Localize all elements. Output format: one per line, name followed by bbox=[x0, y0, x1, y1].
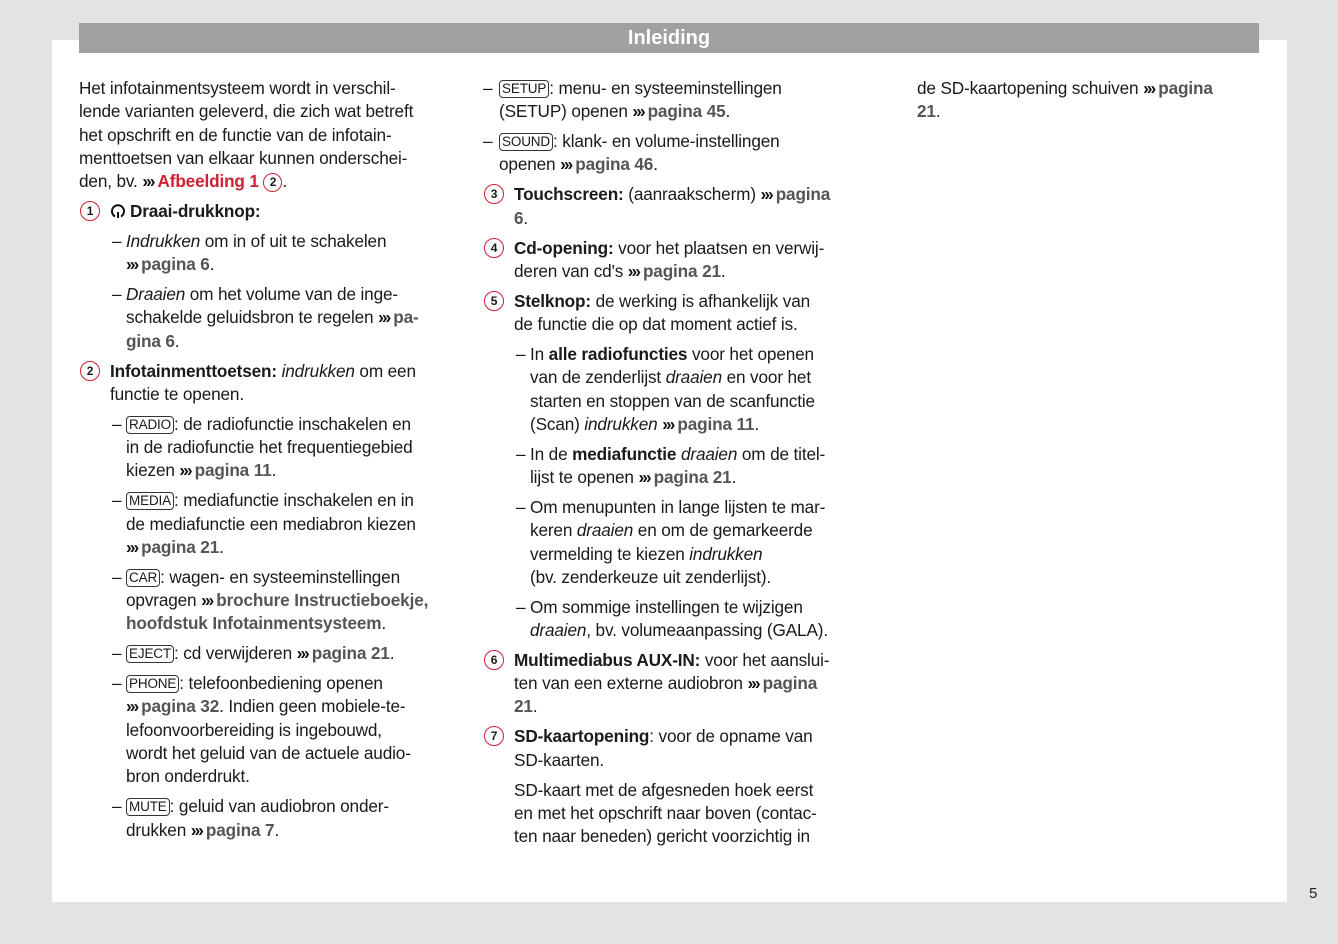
text: en om de gemarkeerde bbox=[633, 520, 813, 541]
text: (bv. zenderkeuze uit zenderlijst). bbox=[530, 566, 772, 587]
page-reference-link[interactable]: pagina 11 bbox=[194, 460, 272, 481]
link-arrow-icon: ››› bbox=[126, 536, 138, 557]
dash-list-item bbox=[483, 496, 863, 589]
text-line bbox=[126, 330, 459, 353]
text: : telefoonbediening openen bbox=[179, 673, 383, 694]
link-arrow-icon: ››› bbox=[632, 101, 644, 122]
link-arrow-icon: ››› bbox=[190, 819, 202, 840]
text-line bbox=[530, 543, 863, 566]
dash-list-item bbox=[79, 489, 459, 559]
text: . bbox=[271, 460, 277, 481]
text: ten naar beneden) gericht voorzichtig in bbox=[514, 826, 810, 847]
text-line bbox=[126, 436, 459, 459]
page-number: 5 bbox=[1309, 885, 1318, 902]
text-line bbox=[126, 513, 459, 536]
numbered-item bbox=[483, 725, 863, 772]
text: (Scan) bbox=[530, 413, 585, 434]
text-line bbox=[126, 283, 459, 306]
text: (SETUP) openen bbox=[499, 101, 633, 122]
italic-text: Draaien bbox=[126, 284, 186, 305]
text: . bbox=[731, 467, 737, 488]
text-line bbox=[530, 343, 863, 366]
text: . bbox=[532, 696, 538, 717]
text-line bbox=[514, 672, 863, 695]
text-line bbox=[126, 819, 459, 842]
paragraph bbox=[79, 77, 459, 193]
text-line bbox=[530, 496, 863, 519]
dash-bullet: – bbox=[112, 490, 122, 511]
text-line bbox=[530, 390, 863, 413]
text-line bbox=[514, 802, 863, 825]
text: opvragen bbox=[126, 590, 202, 611]
dash-list-item bbox=[79, 283, 459, 353]
numbered-item bbox=[79, 200, 459, 223]
numbered-item bbox=[483, 237, 863, 284]
text: functie te openen. bbox=[110, 383, 244, 404]
text-line bbox=[110, 200, 459, 223]
text-line bbox=[514, 725, 863, 748]
text: . bbox=[174, 330, 180, 351]
text: SD-kaart met de afgesneden hoek eerst bbox=[514, 779, 814, 800]
key-label: MEDIA bbox=[126, 492, 174, 510]
numbered-item bbox=[483, 183, 863, 230]
bold-text: Touchscreen: bbox=[514, 184, 624, 205]
dash-list-item bbox=[483, 596, 863, 643]
text: lefoonvoorbereiding is ingebouwd, bbox=[126, 719, 382, 740]
text: om een bbox=[354, 360, 416, 381]
text: . bbox=[219, 536, 224, 557]
key-label: SOUND bbox=[499, 133, 553, 151]
column-1 bbox=[79, 77, 459, 848]
dash-list-item bbox=[79, 566, 459, 636]
text-line bbox=[126, 742, 459, 765]
dash-list-item bbox=[483, 77, 863, 124]
text: om de titel- bbox=[737, 443, 826, 464]
text-line bbox=[126, 489, 459, 512]
bold-text: Cd-opening: bbox=[514, 237, 614, 258]
text-line bbox=[79, 147, 459, 170]
text: . bbox=[523, 207, 529, 228]
item-number-badge: 4 bbox=[484, 238, 504, 258]
page-reference-link[interactable]: pagina 6 bbox=[141, 254, 210, 275]
text: . bbox=[935, 101, 941, 122]
text: . Indien geen mobiele-te- bbox=[219, 696, 406, 717]
bold-text: mediafunctie bbox=[572, 443, 677, 464]
text: ten van een externe audiobron bbox=[514, 673, 748, 694]
text: : menu- en systeeminstellingen bbox=[549, 78, 782, 98]
text: : wagen- en systeeminstellingen bbox=[160, 566, 400, 587]
text: vermelding te kiezen bbox=[530, 543, 690, 564]
text: . bbox=[282, 171, 288, 192]
text: . bbox=[725, 101, 731, 122]
text-line bbox=[514, 237, 863, 260]
text-line bbox=[499, 100, 863, 123]
page-reference-link[interactable]: pagina 45 bbox=[647, 101, 726, 122]
text-line bbox=[530, 619, 863, 642]
page-reference-link[interactable]: pagina bbox=[762, 673, 818, 694]
text-line bbox=[126, 765, 459, 788]
link-arrow-icon: ››› bbox=[1143, 78, 1155, 98]
text-line bbox=[530, 596, 863, 619]
page-reference-link[interactable]: pagina 21 bbox=[653, 467, 732, 488]
text-line bbox=[530, 566, 863, 589]
dash-bullet: – bbox=[516, 496, 526, 517]
figure-callout-badge: 2 bbox=[263, 173, 282, 192]
text: en met het opschrift naar boven (contac- bbox=[514, 802, 817, 823]
text-line bbox=[514, 695, 863, 718]
text-line bbox=[530, 443, 863, 466]
text: en voor het bbox=[721, 367, 811, 388]
bold-text: Draai-drukknop: bbox=[130, 201, 261, 222]
text: lijst te openen bbox=[530, 467, 639, 488]
text-line bbox=[126, 719, 459, 742]
text-line bbox=[110, 383, 459, 406]
text-line bbox=[126, 672, 459, 695]
text: starten en stoppen van de scanfunctie bbox=[530, 390, 815, 411]
text-line bbox=[514, 749, 863, 772]
text-line bbox=[917, 77, 1262, 100]
text: lende varianten geleverd, die zich wat betreft bbox=[79, 101, 414, 122]
text: om het volume van de inge- bbox=[185, 284, 398, 305]
page-reference-link[interactable]: pa- bbox=[393, 307, 419, 328]
text-line bbox=[126, 566, 459, 589]
text: wordt het geluid van de actuele audio- bbox=[126, 743, 411, 764]
text-line bbox=[514, 183, 863, 206]
text: in de radiofunctie het frequentiegebied bbox=[126, 437, 413, 458]
italic-text: draaien bbox=[665, 367, 722, 388]
page-reference-link[interactable]: 21 bbox=[514, 696, 533, 717]
text-line bbox=[499, 130, 863, 153]
dash-bullet: – bbox=[112, 643, 122, 664]
text-line bbox=[514, 779, 863, 802]
text: van de zenderlijst bbox=[530, 367, 666, 388]
italic-text: draaien bbox=[576, 520, 634, 541]
text: voor het aanslui- bbox=[700, 649, 830, 670]
paragraph bbox=[483, 779, 863, 849]
text-line bbox=[514, 649, 863, 672]
text-line bbox=[514, 313, 863, 336]
page-reference-link[interactable]: pagina 32 bbox=[141, 696, 220, 717]
text: (aanraakscherm) bbox=[623, 184, 761, 205]
text-line bbox=[514, 290, 863, 313]
link-arrow-icon: ››› bbox=[142, 171, 154, 192]
text-line bbox=[126, 795, 459, 818]
dash-list-item bbox=[79, 230, 459, 277]
bold-text: SD-kaartopening bbox=[514, 726, 650, 747]
text-line bbox=[126, 306, 459, 329]
dash-list-item bbox=[79, 795, 459, 842]
text: het opschrift en de functie van de infotain- bbox=[79, 124, 392, 145]
text: : klank- en volume-instellingen bbox=[553, 131, 780, 152]
dash-bullet: – bbox=[483, 131, 493, 152]
link-arrow-icon: ››› bbox=[638, 467, 650, 488]
key-label: SETUP bbox=[499, 80, 549, 98]
text: : voor de opname van bbox=[649, 726, 813, 747]
italic-text: indrukken bbox=[281, 360, 355, 381]
dash-list-item bbox=[483, 130, 863, 177]
dash-bullet: – bbox=[483, 78, 493, 98]
text-line bbox=[514, 260, 863, 283]
dash-bullet: – bbox=[516, 596, 526, 617]
italic-text: indrukken bbox=[584, 413, 658, 434]
text-line bbox=[126, 642, 459, 665]
key-label: CAR bbox=[126, 569, 160, 587]
link-arrow-icon: ››› bbox=[560, 154, 572, 175]
bold-text: Infotainmenttoetsen: bbox=[110, 360, 277, 381]
text: menttoetsen van elkaar kunnen onderschei- bbox=[79, 147, 408, 168]
text: . bbox=[720, 260, 726, 281]
item-number-badge: 3 bbox=[484, 184, 504, 204]
figure-reference-link[interactable]: Afbeelding 1 bbox=[157, 171, 259, 192]
link-arrow-icon: ››› bbox=[662, 413, 674, 434]
dash-bullet: – bbox=[112, 566, 122, 587]
italic-text: Indrukken bbox=[126, 230, 201, 251]
item-number-badge: 6 bbox=[484, 650, 504, 670]
text-line bbox=[126, 589, 459, 612]
paragraph bbox=[917, 77, 1262, 124]
column-3 bbox=[917, 77, 1262, 130]
link-arrow-icon: ››› bbox=[179, 460, 191, 481]
text: . bbox=[209, 254, 215, 275]
dash-list-item bbox=[79, 672, 459, 788]
bold-text: Stelknop: bbox=[514, 290, 591, 311]
dash-list-item bbox=[79, 642, 459, 665]
text: kiezen bbox=[126, 460, 180, 481]
text-line bbox=[110, 360, 459, 383]
page-reference-link[interactable]: 6 bbox=[514, 207, 524, 228]
text: . bbox=[653, 154, 658, 175]
link-arrow-icon: ››› bbox=[747, 673, 759, 694]
text-line bbox=[126, 695, 459, 718]
link-arrow-icon: ››› bbox=[201, 590, 213, 611]
italic-text: draaien bbox=[530, 619, 587, 640]
text: : mediafunctie inschakelen en in bbox=[174, 490, 414, 511]
text: de mediafunctie een mediabron kiezen bbox=[126, 513, 416, 534]
bold-text: alle radiofuncties bbox=[548, 343, 688, 364]
key-label: EJECT bbox=[126, 645, 174, 663]
text: . bbox=[389, 643, 395, 664]
dash-list-item bbox=[483, 443, 863, 490]
numbered-item bbox=[483, 649, 863, 719]
text-line bbox=[530, 519, 863, 542]
page-reference-link[interactable]: pagina 46 bbox=[575, 154, 654, 175]
column-2 bbox=[483, 77, 863, 855]
text-line bbox=[530, 413, 863, 436]
text: : de radiofunctie inschakelen en bbox=[174, 413, 411, 434]
text: schakelde geluidsbron te regelen bbox=[126, 307, 379, 328]
text-line bbox=[514, 825, 863, 848]
page-reference-link[interactable]: hoofdstuk Infotainmentsysteem bbox=[126, 613, 382, 634]
text-line bbox=[530, 366, 863, 389]
link-arrow-icon: ››› bbox=[296, 643, 308, 664]
italic-text: draaien bbox=[680, 443, 738, 464]
page-reference-link[interactable]: pagina 7 bbox=[205, 819, 275, 840]
text: . bbox=[381, 613, 387, 634]
page-reference-link[interactable]: pagina bbox=[1158, 78, 1213, 98]
key-label: RADIO bbox=[126, 416, 174, 434]
key-label: PHONE bbox=[126, 675, 179, 693]
page-reference-link[interactable]: pagina 21 bbox=[141, 536, 220, 557]
text: Om menupunten in lange lijsten te mar- bbox=[530, 496, 826, 517]
text: deren van cd's bbox=[514, 260, 628, 281]
item-number-badge: 2 bbox=[80, 361, 100, 381]
text: Om sommige instellingen te wijzigen bbox=[530, 596, 803, 617]
item-number-badge: 5 bbox=[484, 291, 504, 311]
dash-list-item bbox=[79, 413, 459, 483]
page-reference-link[interactable]: pagina bbox=[775, 184, 831, 205]
key-label: MUTE bbox=[126, 798, 170, 816]
section-title: Inleiding bbox=[627, 27, 711, 49]
dash-bullet: – bbox=[112, 284, 122, 305]
text-line bbox=[79, 77, 459, 100]
text: de SD-kaartopening schuiven bbox=[917, 78, 1144, 98]
text-line bbox=[126, 612, 459, 635]
page-reference-link[interactable]: 21 bbox=[917, 101, 936, 122]
text: bron onderdrukt. bbox=[126, 766, 250, 787]
text: In bbox=[530, 343, 549, 364]
link-arrow-icon: ››› bbox=[126, 254, 138, 275]
text: Het infotainmentsysteem wordt in verschil- bbox=[79, 78, 396, 98]
page-reference-link[interactable]: pagina 21 bbox=[642, 260, 721, 281]
text: : geluid van audiobron onder- bbox=[169, 796, 389, 817]
text: keren bbox=[530, 520, 577, 541]
dash-bullet: – bbox=[112, 673, 122, 694]
text: , bv. volumeaanpassing (GALA). bbox=[586, 619, 828, 640]
link-arrow-icon: ››› bbox=[760, 184, 772, 205]
dash-bullet: – bbox=[516, 443, 526, 464]
text: den, bv. bbox=[79, 171, 143, 192]
section-header-bar bbox=[79, 23, 1259, 53]
knob-icon bbox=[110, 202, 126, 218]
link-arrow-icon: ››› bbox=[627, 260, 639, 281]
link-arrow-icon: ››› bbox=[378, 307, 390, 328]
page-reference-link[interactable]: gina 6 bbox=[126, 330, 175, 351]
text: openen bbox=[499, 154, 561, 175]
text-line bbox=[499, 153, 863, 176]
text-line bbox=[126, 459, 459, 482]
text-line bbox=[79, 170, 459, 193]
item-number-badge: 1 bbox=[80, 201, 100, 221]
text-line bbox=[126, 253, 459, 276]
text: SD-kaarten. bbox=[514, 749, 605, 770]
text-line bbox=[126, 413, 459, 436]
item-number-badge: 7 bbox=[484, 726, 504, 746]
text: de functie die op dat moment actief is. bbox=[514, 314, 798, 335]
bold-text: Multimediabus AUX-IN: bbox=[514, 649, 701, 670]
text-line bbox=[79, 124, 459, 147]
text-line bbox=[917, 100, 1262, 123]
text-line bbox=[126, 536, 459, 559]
page-reference-link[interactable]: brochure Instructieboekje, bbox=[216, 590, 429, 611]
text: . bbox=[754, 413, 759, 434]
page-reference-link[interactable]: pagina 21 bbox=[311, 643, 390, 664]
text-line bbox=[514, 207, 863, 230]
text: om in of uit te schakelen bbox=[200, 230, 387, 251]
text-line bbox=[126, 230, 459, 253]
text: voor het openen bbox=[687, 343, 814, 364]
text-line bbox=[79, 100, 459, 123]
dash-list-item bbox=[483, 343, 863, 436]
dash-bullet: – bbox=[112, 796, 122, 817]
numbered-item bbox=[79, 360, 459, 407]
dash-bullet: – bbox=[112, 413, 122, 434]
text: de werking is afhankelijk van bbox=[590, 290, 811, 311]
text: voor het plaatsen en verwij- bbox=[613, 237, 825, 258]
italic-text: indrukken bbox=[689, 543, 763, 564]
link-arrow-icon: ››› bbox=[126, 696, 138, 717]
text: : cd verwijderen bbox=[174, 643, 297, 664]
numbered-item bbox=[483, 290, 863, 337]
text: drukken bbox=[126, 819, 191, 840]
text: In de bbox=[530, 443, 573, 464]
page-reference-link[interactable]: pagina 11 bbox=[677, 413, 755, 434]
text: . bbox=[274, 819, 280, 840]
text-line bbox=[499, 77, 863, 100]
dash-bullet: – bbox=[112, 230, 122, 251]
dash-bullet: – bbox=[516, 343, 526, 364]
text-line bbox=[530, 466, 863, 489]
